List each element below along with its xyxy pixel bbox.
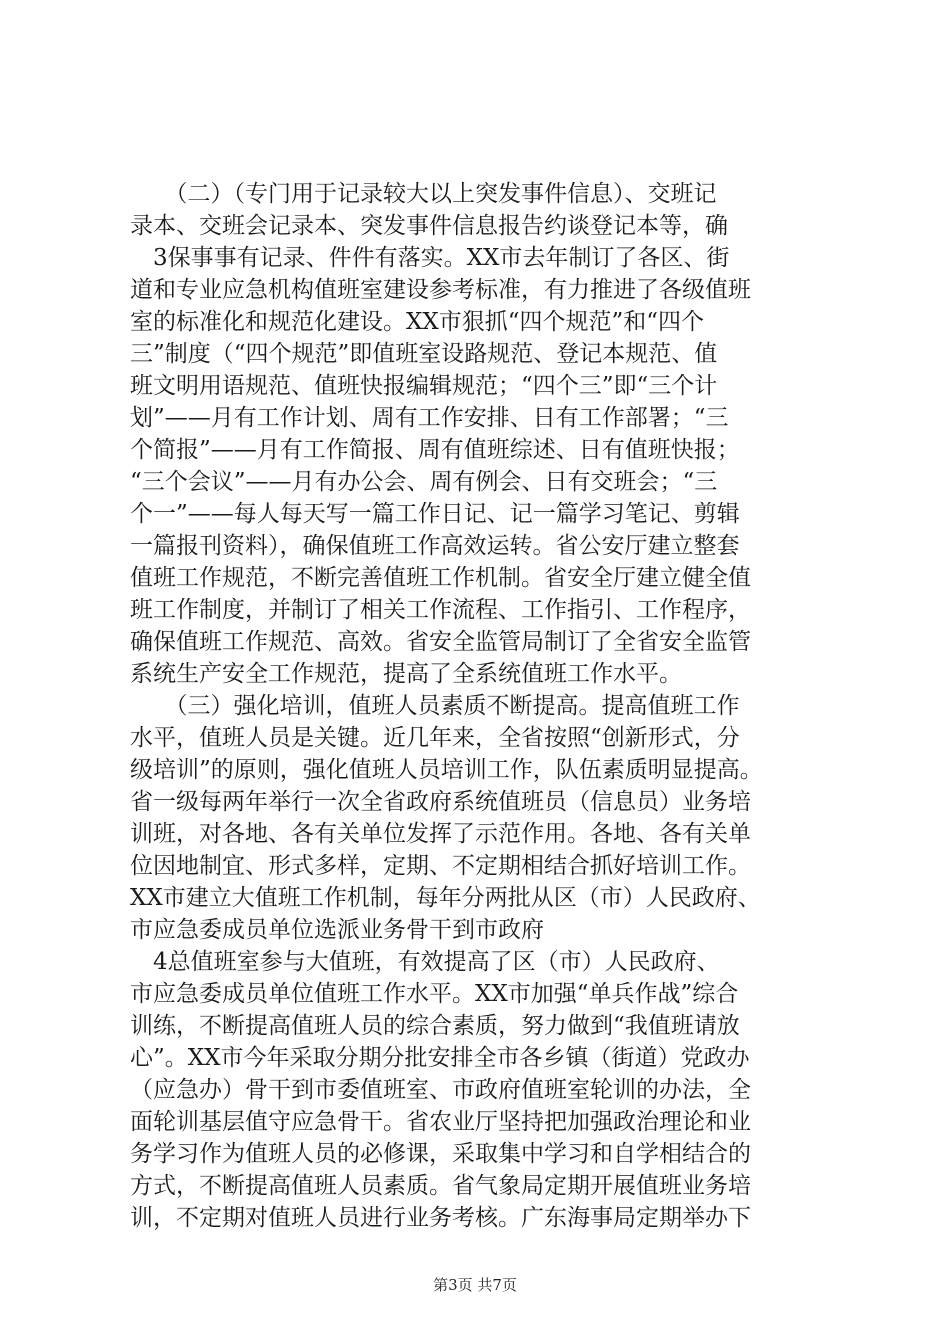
text-line: 室的标准化和规范化建设。XX市狠抓“四个规范”和“四个 [130, 309, 705, 335]
text-line: 位因地制宜、形式多样，定期、不定期相结合抓好培训工作。 [130, 853, 751, 879]
page-number-footer: 第3页 共7页 [433, 1276, 517, 1294]
text-line: 4总值班室参与大值班，有效提高了区（市）人民政府、 [130, 949, 720, 975]
text-line: XX市建立大值班工作机制，每年分两批从区（市）人民政府、 [130, 885, 761, 911]
text-line: 级培训”的原则，强化值班人员培训工作，队伍素质明显提高。 [130, 757, 763, 783]
text-line: 省一级每两年举行一次全省政府系统值班员（信息员）业务培 [130, 789, 751, 815]
text-line: 面轮训基层值守应急骨干。省农业厅坚持把加强政治理论和业 [130, 1109, 751, 1135]
text-line: （三）强化培训，值班人员素质不断提高。提高值班工作 [130, 693, 740, 719]
text-line: （应急办）骨干到市委值班室、市政府值班室轮训的办法，全 [130, 1077, 751, 1103]
text-line: 个一”——每人每天写一篇工作日记、记一篇学习笔记、剪辑 [130, 501, 740, 527]
text-line: 确保值班工作规范、高效。省安全监管局制订了全省安全监管 [130, 629, 751, 655]
text-line: 三”制度（“四个规范”即值班室设路规范、登记本规范、值 [130, 341, 718, 367]
text-line: 个简报”——月有工作简报、周有值班综述、日有值班快报； [130, 437, 740, 463]
text-line: 划”——月有工作计划、周有工作安排、日有工作部署；“三 [130, 405, 729, 431]
text-line: “三个会议”——月有办公会、周有例会、日有交班会；“三 [130, 469, 718, 495]
text-line: 系统生产安全工作规范，提高了全系统值班工作水平。 [130, 661, 682, 687]
text-line: 录本、交班会记录本、突发事件信息报告约谈登记本等，确 [130, 213, 728, 239]
text-line: 市应急委成员单位选派业务骨干到市政府 [130, 917, 544, 943]
text-line: 班工作制度，并制订了相关工作流程、工作指引、工作程序， [130, 597, 751, 623]
text-line: 训，不定期对值班人员进行业务考核。广东海事局定期举办下 [130, 1205, 751, 1231]
text-line: 务学习作为值班人员的必修课，采取集中学习和自学相结合的 [130, 1141, 751, 1167]
text-line: 方式，不断提高值班人员素质。省气象局定期开展值班业务培 [130, 1173, 751, 1199]
text-line: 道和专业应急机构值班室建设参考标准，有力推进了各级值班 [130, 277, 751, 303]
text-line: 水平，值班人员是关键。近几年来，全省按照“创新形式，分 [130, 725, 740, 751]
text-line: 训班，对各地、各有关单位发挥了示范作用。各地、各有关单 [130, 821, 751, 847]
text-line: （二）（专门用于记录较大以上突发事件信息）、交班记 [130, 181, 717, 207]
text-line: 心”。XX市今年采取分期分批安排全市各乡镇（街道）党政办 [130, 1045, 750, 1071]
text-line: 市应急委成员单位值班工作水平。XX市加强“单兵作战”综合 [130, 981, 739, 1007]
text-line: 值班工作规范，不断完善值班工作机制。省安全厅建立健全值 [130, 565, 751, 591]
text-line: 一篇报刊资料），确保值班工作高效运转。省公安厅建立整套 [130, 533, 740, 559]
text-line: 训练，不断提高值班人员的综合素质，努力做到“我值班请放 [130, 1013, 740, 1039]
text-line: 3保事事有记录、件件有落实。XX市去年制订了各区、街 [130, 245, 730, 271]
text-line: 班文明用语规范、值班快报编辑规范；“四个三”即“三个计 [130, 373, 718, 399]
